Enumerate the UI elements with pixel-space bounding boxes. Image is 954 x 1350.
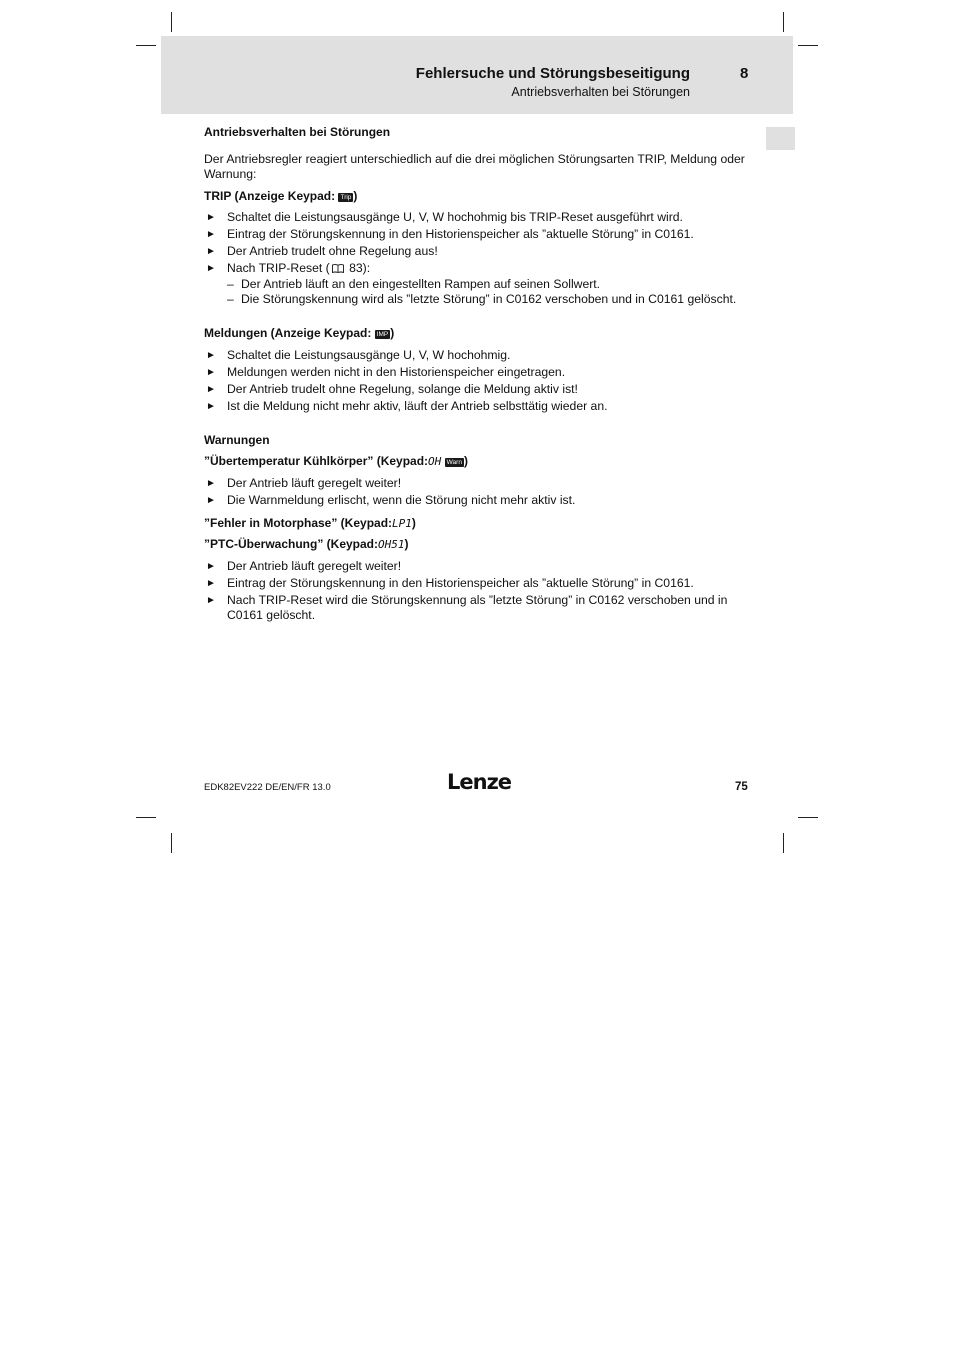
- page-reference-link[interactable]: 83: [349, 261, 363, 275]
- meldungen-heading: Meldungen (Anzeige Keypad: IMP ): [204, 326, 395, 340]
- list-item: ► Der Antrieb läuft geregelt weiter!: [206, 558, 402, 573]
- list-item: – Die Störungskennung wird als ”letzte Störung” in C0162 verschoben und in C0161 gelöscht.: [227, 292, 737, 306]
- list-item: ► Nach TRIP-Reset ( 83): – Der Antrieb läuft an den eingestellten Rampen auf seinen Sollwert. – Die Störungskennung wird als ”letzte Störung” in C0162 verschoben und in C0161 gelöscht.: [204, 261, 759, 308]
- crop-mark: [171, 12, 172, 32]
- book-icon: [332, 264, 344, 273]
- chapter-subtitle: Antriebsverhalten bei Störungen: [511, 85, 690, 99]
- crop-mark: [798, 45, 818, 46]
- arrow-bullet-icon: ►: [206, 366, 216, 378]
- page-number: 75: [735, 781, 748, 793]
- crop-mark: [171, 833, 172, 853]
- crop-mark: [783, 12, 784, 32]
- arrow-bullet-icon: ►: [206, 577, 216, 589]
- document-id: EDK82EV222 DE/EN/FR 13.0: [204, 782, 331, 793]
- trip-badge: Trip: [340, 193, 352, 201]
- list-item: ► Ist die Meldung nicht mehr aktiv, läuft der Antrieb selbsttätig wieder an.: [206, 398, 608, 413]
- lenze-logo: Lenze: [447, 770, 512, 794]
- arrow-bullet-icon: ►: [206, 400, 216, 412]
- list-item: ► Schaltet die Leistungsausgänge U, V, W hochohmig bis TRIP-Reset ausgeführt wird.: [206, 210, 683, 224]
- motorphase-heading: ”Fehler in Motorphase” (Keypad:LP1): [204, 515, 416, 530]
- arrow-bullet-icon: ►: [206, 494, 216, 506]
- warnungen-heading: Warnungen: [204, 432, 270, 447]
- arrow-bullet-icon: ►: [206, 246, 216, 257]
- section-heading: Antriebsverhalten bei Störungen: [204, 125, 391, 139]
- arrow-bullet-icon: ►: [206, 477, 216, 489]
- page-content: [204, 125, 759, 625]
- lcd-code: OH: [428, 455, 442, 468]
- list-item: ► Der Antrieb läuft geregelt weiter!: [206, 475, 402, 490]
- overtemp-heading: ”Übertemperatur Kühlkörper” (Keypad:OH Warn ): [204, 454, 468, 468]
- list-item: ► Nach TRIP-Reset wird die Störungskennung als ”letzte Störung” in C0162 verschoben und in C0161 gelöscht.: [206, 592, 728, 622]
- lcd-code: LP1: [392, 516, 412, 530]
- list-item: – Der Antrieb läuft an den eingestellten Rampen auf seinen Sollwert.: [227, 276, 601, 291]
- ptc-list: [204, 559, 759, 624]
- imp-badge: IMP: [376, 331, 389, 338]
- list-item: ► Schaltet die Leistungsausgänge U, V, W hochohmig.: [206, 347, 511, 362]
- warn-badge: Warn: [446, 459, 462, 466]
- arrow-bullet-icon: ►: [206, 594, 216, 606]
- list-item: ► Der Antrieb trudelt ohne Regelung aus!: [206, 244, 438, 258]
- crop-mark: [136, 45, 156, 46]
- arrow-bullet-icon: ►: [206, 212, 216, 223]
- chapter-title: Fehlersuche und Störungsbeseitigung: [415, 65, 690, 82]
- ptc-heading: ”PTC-Überwachung” (Keypad:OH51): [204, 537, 409, 551]
- crop-mark: [136, 817, 156, 818]
- arrow-bullet-icon: ►: [206, 263, 216, 274]
- arrow-bullet-icon: ►: [206, 229, 216, 240]
- lcd-code: OH51: [378, 538, 405, 551]
- arrow-bullet-icon: ►: [206, 349, 216, 361]
- meldungen-list: [204, 348, 759, 415]
- crop-mark: [783, 833, 784, 853]
- list-item: ► Der Antrieb trudelt ohne Regelung, solange die Meldung aktiv ist!: [206, 381, 578, 396]
- crop-mark: [798, 817, 818, 818]
- list-item: ► Meldungen werden nicht in den Historienspeicher eingetragen.: [206, 364, 566, 379]
- overtemp-list: [204, 476, 759, 509]
- trip-list: [204, 210, 759, 308]
- list-item: ► Die Warnmeldung erlischt, wenn die Störung nicht mehr aktiv ist.: [206, 492, 576, 507]
- list-item: ► Eintrag der Störungskennung in den Historienspeicher als ”aktuelle Störung” in C0161.: [206, 227, 694, 241]
- trip-heading: TRIP (Anzeige Keypad: Trip ): [204, 188, 358, 203]
- chapter-number: 8: [740, 65, 749, 82]
- arrow-bullet-icon: ►: [206, 560, 216, 572]
- section-intro: Der Antriebsregler reagiert unterschiedlich auf die drei möglichen Störungsarten TRIP, Meldung oder Warnung:: [204, 151, 745, 181]
- trip-sublist: [227, 277, 759, 308]
- chapter-side-tab: [766, 127, 795, 150]
- arrow-bullet-icon: ►: [206, 383, 216, 395]
- list-item: ► Eintrag der Störungskennung in den Historienspeicher als ”aktuelle Störung” in C0161.: [206, 575, 694, 590]
